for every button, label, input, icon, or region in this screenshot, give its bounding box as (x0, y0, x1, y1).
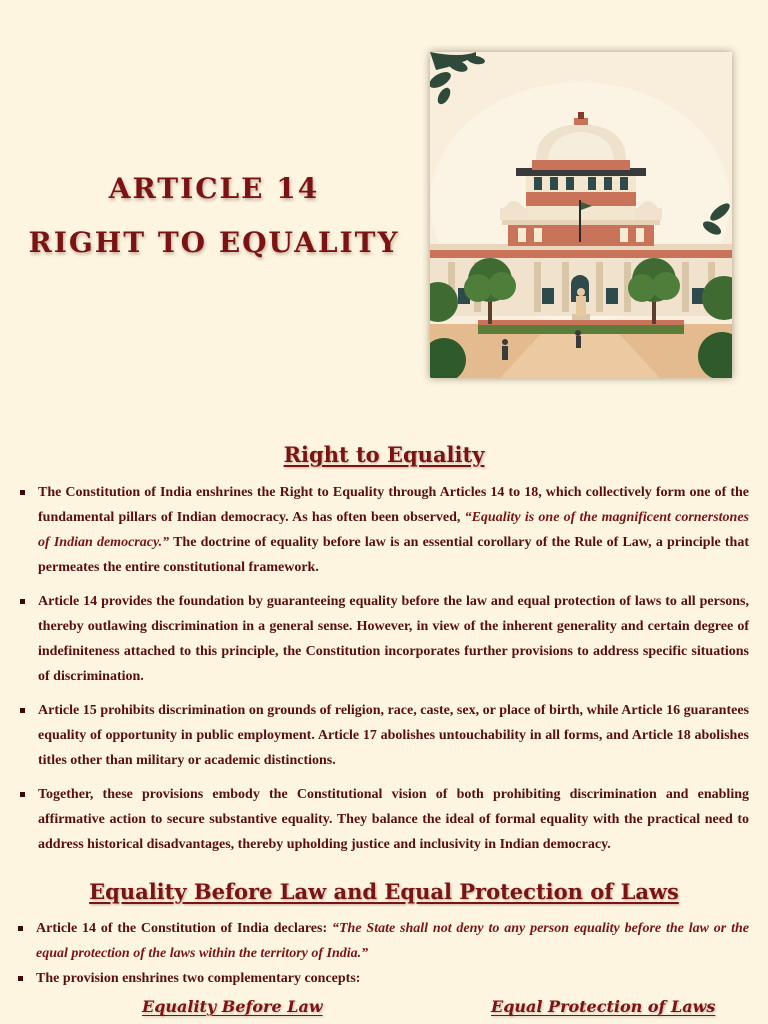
subheading-equality-before-law: Equality Before Law (142, 997, 323, 1016)
list-item (18, 698, 749, 773)
bullet-text: Article 14 provides the foundation by guaranteeing equality before the law and equal protection of laws to all persons, thereby outlawing discrimination in a general sense. However, in view of the inherent generality and certain degree of indefiniteness attached to this principle, the Constitution incorporates further provisions to address specific situations of discrimination. (38, 594, 749, 684)
bullet-text: Together, these provisions embody the Constitutional vision of both prohibiting discrimination and enabling affirmative action to secure substantive equality. They balance the ideal of formal equality with the practical need to address historical disadvantages, thereby upholding justice and inclusivity in Indian democracy. (38, 787, 749, 852)
bullet-text: The doctrine of equality before law is an essential corollary of the Rule of Law, a principle that permeates the entire constitutional framework. (38, 535, 749, 575)
bullet-text: Article 14 of the Constitution of India declares: (36, 921, 332, 936)
quotation: “Equality is one of the magnificent cornerstones of Indian democracy.” (38, 510, 750, 550)
bullet-text: The provision enshrines two complementary concepts: (36, 971, 361, 986)
list-item (18, 782, 749, 857)
list-item (18, 589, 749, 689)
right-to-equality-list (18, 480, 749, 866)
equality-before-law-list (18, 916, 749, 991)
bullet-text: Article 15 prohibits discrimination on grounds of religion, race, caste, sex, or place of birth, while Article 16 guarantees equality of opportunity in public employment. Article 17 abolishes untouchability in all forms, and Article 18 abolishes titles other than military or academic distinctions. (38, 703, 749, 768)
list-item (18, 916, 749, 966)
section-heading-equality-before-law: Equality Before Law and Equal Protection of Laws (89, 879, 679, 904)
bullet-text: The Constitution of India enshrines the Right to Equality through Articles 14 to 18, which collectively form one of the fundamental pillars of Indian democracy. As has often been observed, (38, 485, 749, 525)
supreme-court-illustration (430, 52, 732, 378)
quotation: “The State shall not deny to any person equality before the law or the equal protection of the laws within the territory of India.” (36, 921, 749, 961)
section-heading-right-to-equality: Right to Equality (283, 442, 485, 467)
hero-title-line1: ARTICLE 14 (108, 172, 320, 205)
list-item (18, 966, 749, 991)
list-item (18, 480, 749, 580)
subheading-equal-protection-of-laws: Equal Protection of Laws (491, 997, 716, 1016)
hero-title-line2: RIGHT TO EQUALITY (28, 226, 400, 259)
